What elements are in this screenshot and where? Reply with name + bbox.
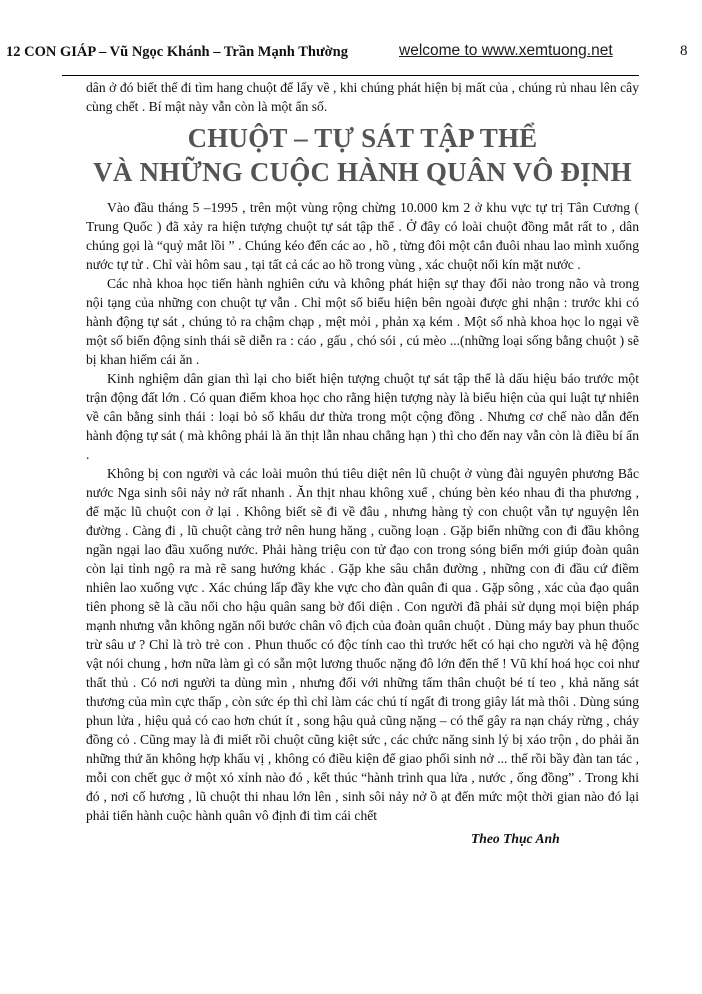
paragraph: Các nhà khoa học tiến hành nghiên cứu và không phát hiện sự thay đổi nào trong não và trong nội tạng của những con chuột tự vẫn . Chỉ một số biểu hiện bên ngoài được ghi nhận : trước khi có hành động tự sát , chúng tỏ ra chậm chạp , mệt mỏi , phản xạ kém . Một số nhà khoa học lo ngại về một số biến động sinh thái sẽ diễn ra : cáo , gấu , chó sói , cú mèo ...(những loại sống bằng chuột ) sẽ bị khan hiếm cái ăn . bbox=[86, 276, 639, 367]
intro-paragraph: dân ở đó biết thế đi tìm hang chuột để lấy về , khi chúng phát hiện bị mất của , chúng rủ nhau lên cây cùng chết . Bí mật này vẫn còn là một ẩn số. bbox=[86, 80, 639, 114]
article-title bbox=[86, 121, 639, 189]
article-body bbox=[86, 78, 639, 848]
website-link[interactable]: welcome to www.xemtuong.net bbox=[399, 42, 613, 59]
author-credit: Theo Thục Anh bbox=[471, 831, 560, 846]
title-line-2: VÀ NHỮNG CUỘC HÀNH QUÂN VÔ ĐỊNH bbox=[93, 157, 632, 187]
page-number: 8 bbox=[680, 43, 688, 59]
page-header bbox=[0, 40, 702, 64]
book-title: 12 CON GIÁP – Vũ Ngọc Khánh – Trần Mạnh Thường bbox=[6, 44, 348, 60]
title-line-1: CHUỘT – TỰ SÁT TẬP THỂ bbox=[187, 123, 538, 153]
paragraph: Vào đầu tháng 5 –1995 , trên một vùng rộng chừng 10.000 km 2 ở khu vực tự trị Tân Cương ( Trung Quốc ) đã xảy ra hiện tượng chuột tự sát tập thể . Ở đây có loài chuột đồng mắt rất to , dân chúng gọi là “quỷ mắt lồi ” . Chúng kéo đến các ao , hồ , từng đôi một cắn đuôi nhau lao mình xuống nước tự tử . Chỉ vài hôm sau , tại tất cả các ao hồ trong vùng , xác chuột nổi kín mặt nước . bbox=[86, 200, 639, 272]
paragraph: Không bị con người và các loài muôn thú tiêu diệt nên lũ chuột ở vùng đài nguyên phương Bắc nước Nga sinh sôi nảy nở rất nhanh . Ăn thịt nhau không xuể , chúng bèn kéo nhau đi tha phương , để mặc lũ chuột con ở lại . Không biết sẽ đi về đâu , nhưng hàng tỷ con chuột vẫn tự nguyện lên đường . Càng đi , lũ chuột càng trở nên hung hăng , cuồng loạn . Gặp biển những con đi đầu không ngần ngại lao đầu xuống nước. Phải hàng triệu con tử đạo con trong sóng biển mới giúp đoàn quân còn lại tỉnh ngộ ra mà rẽ sang hướng khác . Gặp khe sâu chắn đường , những con đi đầu cứ điềm nhiên lao xuống vực . Xác chúng lấp đầy khe vực cho đàn quân đi qua . Gặp sông , xác của đạo quân tiên phong sẽ là cầu nối cho hậu quân sang bờ đối diện . Con người đã phải sử dụng mọi biện pháp mạnh nhưng vẫn không ngăn nổi bước chân vô địch của đoàn quân chuột . Dùng máy bay phun thuốc trừ sâu ư ? Chỉ là trò trẻ con . Phun thuốc có độc tính cao thì trước hết có hại cho người và hệ động vật nói chung , hơn nữa làm gì có sẵn một lương thuốc nặng đô lớn đến thế ! Vũ khí hoá học coi như thất thủ . Có nơi người ta dùng mìn , nhưng đối với những tấm thân chuột bé tí teo , khả năng sát thương của mìn cực thấp , còn sức ép thì chỉ làm các chú tí ngất đi trong giây lát mà thôi . Dùng súng phun lửa , hiệu quả có cao hơn chút ít , song hậu quả cũng nặng – có thể gây ra nạn cháy rừng , cháy đồng cỏ . Cũng may là đi miết rồi chuột cũng kiệt sức , các chức năng sinh lý bị xáo trộn , do phải ăn những thứ ăn không hợp khẩu vị , không có điều kiện để giao phối sinh nở ... thế rồi bầy đàn tan tác , mỗi con chết gục ở một xó xỉnh nào đó , kết thúc “hành trình qua lửa , nước , ống đồng” . Trong khi đó , nơi cố hương , lũ chuột thi nhau lớn lên , sinh sôi nảy nở ồ ạt đến mức một thời gian nào đó lại phải tiến hành cuộc hành quân vô định đi tìm cái chết bbox=[86, 466, 639, 823]
header-divider bbox=[62, 75, 639, 76]
paragraph: Kinh nghiệm dân gian thì lại cho biết hiện tượng chuột tự sát tập thể là dấu hiệu báo trước một trận động đất lớn . Có quan điểm khoa học cho rằng hiện tượng này là biểu hiện của qui luật tự nhiên về cân bằng sinh thái : loại bỏ số khẩu dư thừa trong một cộng đồng . Nhưng cơ chế nào dẫn đến hành động tự sát ( mà không phải là ăn thịt lẫn nhau chẳng hạn ) thì cho đến nay vẫn còn là điều bí ẩn . bbox=[86, 371, 639, 462]
